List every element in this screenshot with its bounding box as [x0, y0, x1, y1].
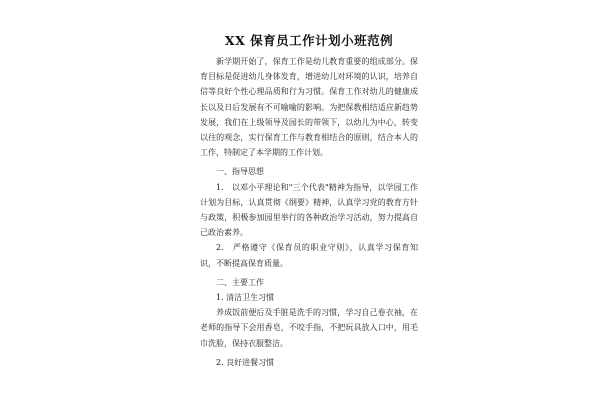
subheading-hygiene-habits: 1. 清洁卫生习惯	[216, 293, 275, 303]
intro-paragraph: 新学期开始了，保育工作是幼儿教育重要的组成部分。保育目标是促进幼儿身体发育，增进幼儿对环境的认识，培养自信等良好个性心理品质和行为习惯。保育工作对幼儿的健康成长以及日后发展有不可喻喻的影响。为把保教相结适应新趋势发展，我们在上级领导及园长的带领下，以幼儿为中心，转变以往的观念，实行保育工作与教育相结合的原则，结合本人的工作，特制定了本学期的工作计划。	[200, 57, 418, 158]
guiding-item-2: 2. 严格遵守《保育员的职业守则》，认真学习保育知识，不断提高保育质量。	[200, 243, 418, 268]
document-title: XX 保育员工作计划小班范例	[224, 33, 394, 48]
subheading-eating-habits: 2. 良好进餐习惯	[216, 357, 275, 367]
guiding-item-1: 1. 以邓小平理论和"三个代表"精神为指导，以学园工作计划为目标，认真贯彻《纲要》精神，认真学习党的教育方针与政策，积极参加园里举行的各种政治学习活动，努力提高自己政治素养。	[200, 182, 418, 238]
section-heading-guiding-ideology: 一、指导思想	[216, 167, 264, 177]
section-heading-main-work: 二、主要工作	[216, 277, 264, 287]
hygiene-habits-paragraph: 养成饭前便后及手脏是洗手的习惯，学习自己卷衣袖，在老师的指导下会用香皂，不咬手指，不把玩具放入口中，用毛巾洗脸，保持衣服整洁。	[200, 308, 418, 348]
document-body	[200, 31, 418, 370]
